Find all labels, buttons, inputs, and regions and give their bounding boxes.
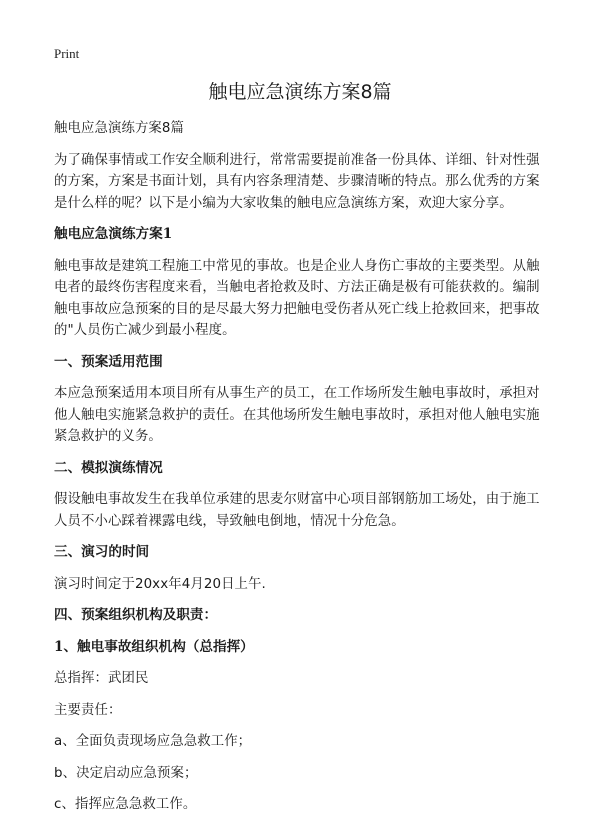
duty-item-c: c、指挥应急急救工作。	[54, 797, 197, 812]
drill-heading: 二、模拟演练情况	[54, 459, 163, 476]
section1-heading: 触电应急演练方案1	[54, 226, 173, 242]
time-paragraph: 演习时间定于20xx年4月20日上午.	[54, 576, 266, 592]
drill-paragraph: 假设触电事故发生在我单位承建的思麦尔财富中心项目部钢筋加工场处，由于施工人员不小心踩着裸露电线，导致触电倒地，情况十分危急。	[54, 492, 540, 529]
duties-label: 主要责任：	[54, 702, 122, 718]
org-heading: 四、预案组织机构及职责：	[54, 607, 218, 623]
document-body	[54, 118, 550, 816]
commander-line: 总指挥：武团民	[54, 671, 149, 686]
duty-item-b: b、决定启动应急预案；	[54, 765, 198, 781]
duty-item-a: a、全面负责现场应急急救工作；	[54, 734, 252, 749]
section1-paragraph: 触电事故是建筑工程施工中常见的事故。也是企业人身伤亡事故的主要类型。从触电者的最终伤害程度来看，当触电者抢救及时、方法正确是极有可能获救的。编制触电事故应急预案的目的是尽最大努力把触电受伤者从死亡线上抢救回来，把事故的"人员伤亡减少到最小程度。	[54, 258, 540, 338]
print-link[interactable]: Print	[54, 46, 80, 61]
intro-paragraph: 为了确保事情或工作安全顺利进行，常常需要提前准备一份具体、详细、针对性强的方案，方案是书面计划，具有内容条理清楚、步骤清晰的特点。那么优秀的方案是什么样的呢？以下是小编为大家收集的触电应急演练方案，欢迎大家分享。	[54, 152, 540, 211]
document-title: 触电应急演练方案8篇	[208, 81, 392, 103]
scope-paragraph: 本应急预案适用本项目所有从事生产的员工，在工作场所发生触电事故时，承担对他人触电实施紧急救护的责任。在其他场所发生触电事故时，承担对他人触电实施紧急救护的义务。	[54, 386, 540, 444]
document-subtitle: 触电应急演练方案8篇	[54, 121, 185, 136]
org-commander-heading: 1、触电事故组织机构（总指挥）	[54, 638, 254, 655]
scope-heading: 一、预案适用范围	[54, 353, 163, 370]
time-heading: 三、演习的时间	[54, 544, 150, 560]
